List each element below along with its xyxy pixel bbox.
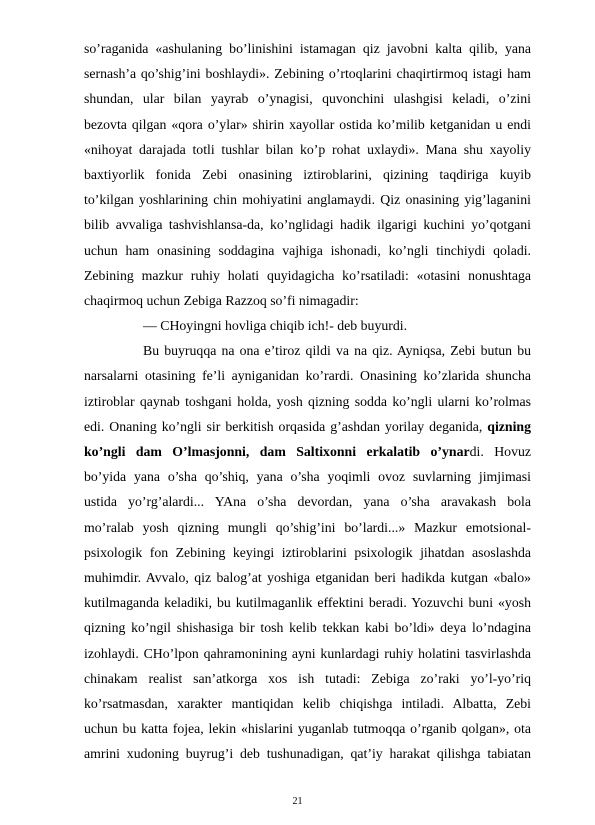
text-line: sernash’a qo’shig’ini boshlaydi». Zebining o’rtoqlarini chaqirtirmoq istagi ham (84, 66, 531, 82)
text-line (84, 439, 531, 464)
line-text: edi. Onaning ko’ngli sir berkitish orqasida g’ashdan yorilay deganida, (84, 418, 483, 434)
text-line: iztiroblar qaynab toshgani holda, yosh qizning sodda ko’ngli ularni ko’rolmas (84, 393, 531, 409)
text-line: muhimdir. Avvalo, qiz balog’at yoshiga etganidan beri hadikda kutgan «balo» (84, 569, 531, 585)
text-line: psixologik fon Zebining keyingi iztiroblarini psixologik jihatdan asoslashda (84, 544, 531, 560)
text-line: narsalarni otasining fe’li ayniganidan ko’rardi. Onasining ko’zlarida shuncha (84, 368, 531, 384)
text-line: izohlaydi. CHo’lpon qahramonining ayni kunlardagi ruhiy holatini tasvirlashda (84, 645, 531, 661)
text-line: uchun bu katta fojea, lekin «hislarini yuganlab tutmoqqa o’rganib qolgan», ota (84, 721, 531, 737)
bold-text: qizning (487, 418, 531, 434)
text-line: ustida yo’rg’alardi... YAna o’sha devordan, yana o’sha aravakash bola (84, 494, 531, 510)
text-line: Zebining mazkur ruhiy holati quyidagicha ko’rsatiladi: «otasini nonushtaga (84, 267, 531, 283)
text-line: bezovta qilgan «qora o’ylar» shirin xayollar ostida ko’milib ketganidan u endi (84, 116, 531, 132)
text-line: shundan, ular bilan yayrab o’ynagisi, quvonchini ulashgisi keladi, o’zini (84, 91, 531, 107)
text-line: kutilmaganda keladiki, bu kutilmaganlik effektini beradi. Yozuvchi buni «yosh (84, 595, 531, 611)
text-line: so’raganida «ashulaning bo’linishini istamagan qiz javobni kalta qilib, yana (84, 41, 531, 56)
text-line: ko’rsatmasdan, xarakter mantiqidan kelib chiqishga intiladi. Albatta, Zebi (84, 695, 531, 711)
text-line: «nihoyat darajada totli tushlar bilan ko’p rohat uxlaydi». Mana shu xayoliy (84, 141, 531, 157)
dialogue-line: — CHoyingni hovliga chiqib ich!- deb buyurdi. (143, 318, 408, 334)
document-page (84, 36, 531, 766)
text-line: to’kilgan yoshlarining chin mohiyatini anglamaydi. Qiz onasining yig’laganini (84, 192, 531, 208)
text-line: mo’ralab yosh qizning mungli qo’shig’ini bo’lardi...» Mazkur emotsional- (84, 519, 531, 535)
text-line: qizning ko’ngil shishasiga bir tosh kelib tekkan kabi bo’ldi» deya lo’ndagina (84, 620, 531, 636)
text-line: bo’yida yana o’sha qo’shiq, yana o’sha yoqimli ovoz suvlarning jimjimasi (84, 469, 531, 485)
page-number: 21 (292, 796, 303, 807)
text-line: chinakam realist san’atkorga xos ish tutadi: Zebiga zo’raki yo’l-yo’riq (84, 670, 531, 686)
text-line (84, 414, 531, 439)
text-line: amrini xudoning buyrug’i deb tushunadigan, qat’iy harakat qilishga tabiatan (84, 746, 531, 762)
line-text: di. Hovuz (469, 444, 531, 459)
text-line: chaqirmoq uchun Zebiga Razzoq so’fi nimagadir: (84, 292, 359, 308)
text-line: baxtiyorlik fonida Zebi onasining iztiroblarini, qizining taqdiriga kuyib (84, 166, 531, 182)
paragraph-start-line: Bu buyruqqa na ona e’tiroz qildi va na qiz. Ayniqsa, Zebi butun bu (143, 343, 531, 359)
text-line: bilib avvaliga tashvishlansa-da, ko’nglidagi hadik ilgarigi kuchini yo’qotgani (84, 217, 531, 233)
text-line: uchun ham onasining soddagina vajhiga ishonadi, ko’ngli tinchiydi qoladi. (84, 242, 531, 258)
bold-text: ko’ngli dam O’lmasjonni, dam Saltixonni erkalatib o’ynar (84, 444, 470, 459)
